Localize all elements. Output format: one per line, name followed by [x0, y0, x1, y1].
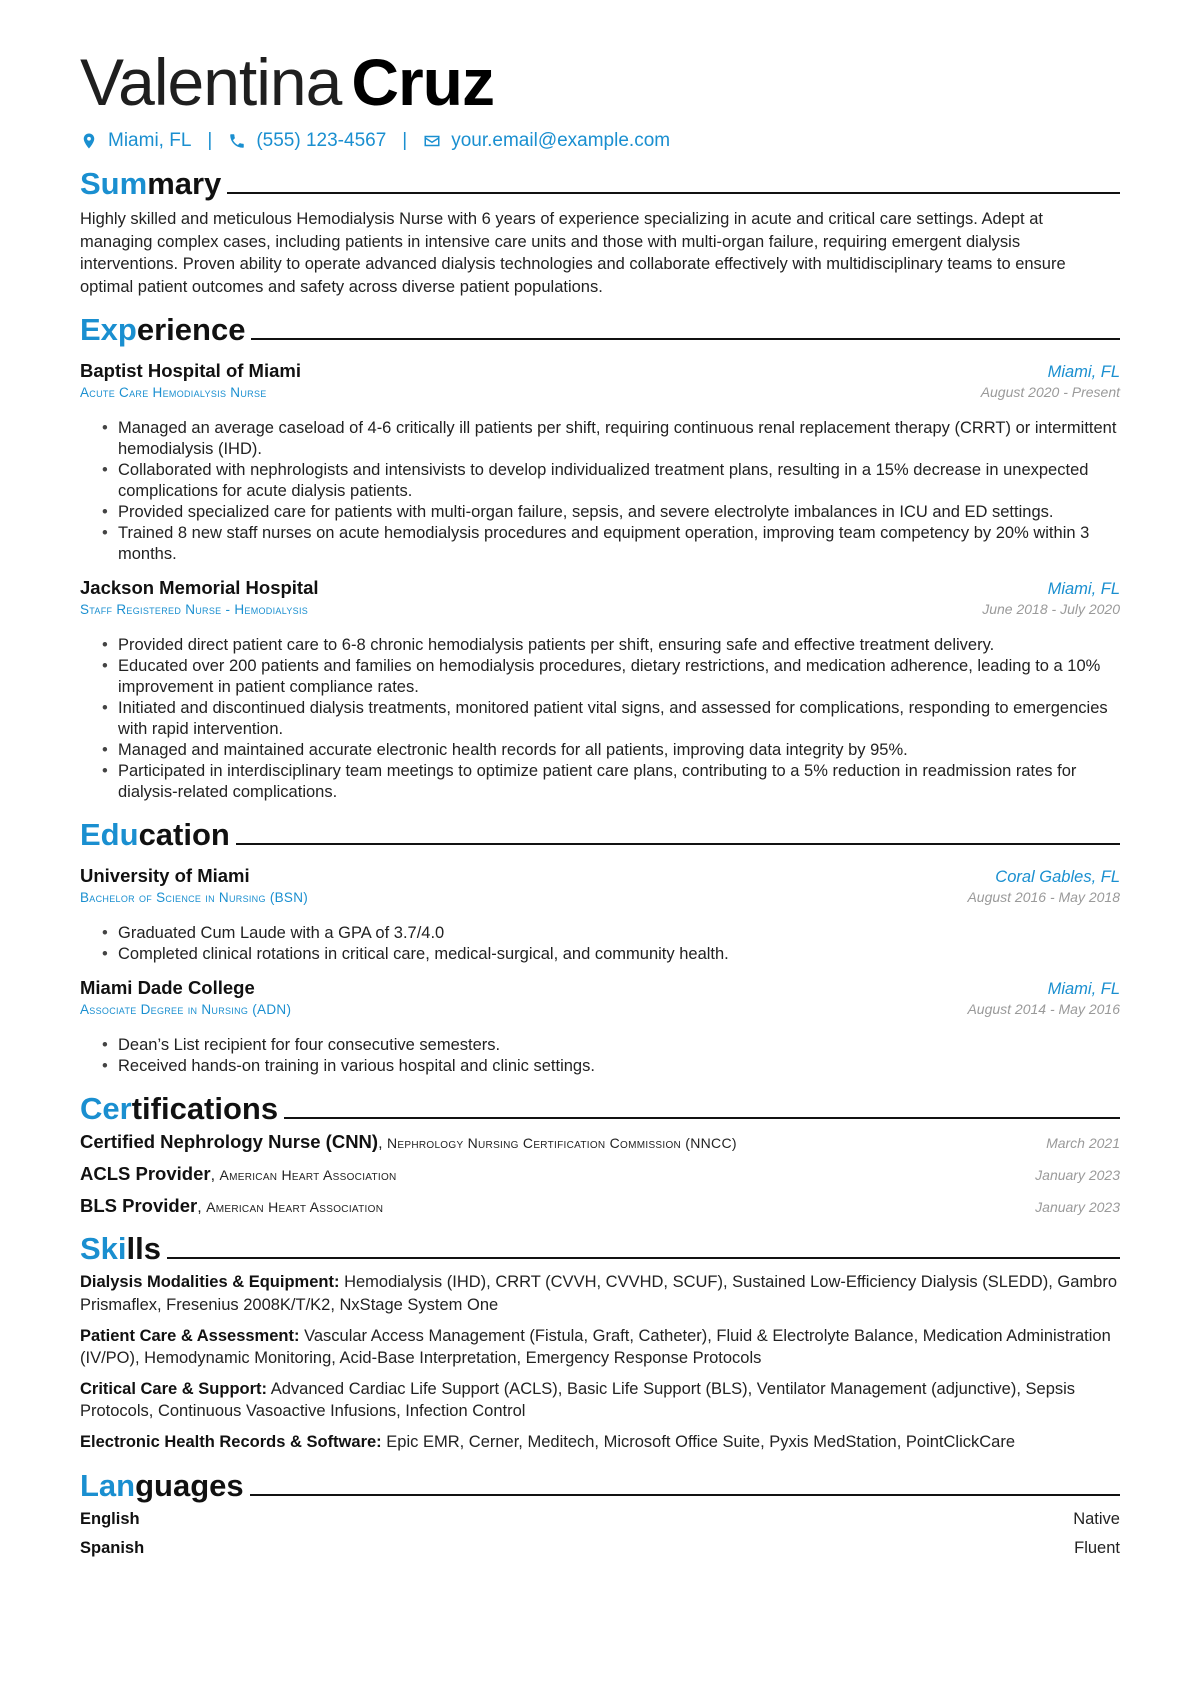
section-rule: [167, 1257, 1120, 1259]
languages-heading-rest: guages: [135, 1467, 244, 1503]
job-title: Staff Registered Nurse - Hemodialysis: [80, 602, 309, 618]
language-name: English: [80, 1509, 140, 1528]
language-level: Native: [1073, 1509, 1120, 1528]
skill-values: Epic EMR, Cerner, Meditech, Microsoft Office Suite, Pyxis MedStation, PointClickCare: [386, 1432, 1016, 1451]
certification-issuer: American Heart Association: [219, 1167, 397, 1184]
bullet-item: • Completed clinical rotations in critical care, medical-surgical, and community health.: [118, 944, 1120, 965]
skills-heading-rest: lls: [126, 1231, 161, 1267]
location-text: Miami, FL: [108, 130, 192, 151]
envelope-icon: [423, 132, 441, 150]
email-link[interactable]: your.email@example.com: [451, 130, 671, 151]
summary-text: Highly skilled and meticulous Hemodialysis Nurse with 6 years of experience specializing in acute and critical care settings. Adept at managing complex cases, including patients in intensive care units and those with multi-organ failure, requiring emergent dialysis interventions. Proven ability to operate advanced dialysis technologies and collaborate effectively with multidisciplinary teams to ensure optimal patient outcomes and safety across diverse patient populations.: [80, 210, 1066, 296]
skill-item: [80, 1378, 1120, 1423]
study-dates: August 2014 - May 2016: [967, 1001, 1120, 1018]
contact-bar: [80, 130, 1120, 152]
contact-separator: |: [207, 130, 213, 151]
school-name: Miami Dade College: [80, 977, 255, 999]
last-name: Cruz: [351, 45, 494, 119]
certification-date: March 2021: [1046, 1135, 1120, 1152]
language-name: Spanish: [80, 1538, 145, 1557]
summary-heading-rest: mary: [147, 166, 222, 201]
languages-heading: [80, 1464, 1120, 1504]
education-heading: [80, 813, 1120, 853]
skill-values: Hemodialysis (IHD), CRRT (CVVH, CVVHD, SCUF), Sustained Low-Efficiency Dialysis (SLEDD), Gambro Prismaflex, Fresenius 2008K/T/K2, NxStage System One: [80, 1273, 1117, 1314]
certification-date: January 2023: [1035, 1199, 1120, 1216]
job-bullets: [80, 635, 1120, 803]
employer-location: Miami, FL: [1047, 580, 1120, 599]
bullet-item: • Provided specialized care for patients with multi-organ failure, sepsis, and severe electrolyte imbalances in ICU and ED settings.: [118, 502, 1120, 523]
bullet-item: • Managed an average caseload of 4-6 critically ill patients per shift, requiring continuous renal replacement therapy (CRRT) or intermittent hemodialysis (IHD).: [118, 418, 1120, 460]
certifications-heading-rest: tifications: [131, 1091, 279, 1127]
school-location: Miami, FL: [1047, 980, 1120, 999]
skill-category: Dialysis Modalities & Equipment:: [80, 1273, 340, 1292]
education-heading-accent: Edu: [80, 817, 139, 853]
summary-heading-accent: Sum: [80, 166, 148, 201]
bullet-item: • Collaborated with nephrologists and intensivists to develop individualized treatment plans, resulting in a 15% decrease in unexpected complications for acute dialysis patients.: [118, 460, 1120, 502]
bullet-item: • Managed and maintained accurate electronic health records for all patients, improving data integrity by 95%.: [118, 740, 1120, 761]
skill-values: Vascular Access Management (Fistula, Graft, Catheter), Fluid & Electrolyte Balance, Medication Administration (IV/PO), Hemodynamic Monitoring, Acid-Base Interpretation, Emergency Response Protocols: [80, 1326, 1111, 1368]
first-name: Valentina: [80, 45, 342, 119]
certification-item: BLS Provider, American Heart Association January 2023: [80, 1195, 1120, 1217]
skill-values: Advanced Cardiac Life Support (ACLS), Basic Life Support (BLS), Ventilator Management (adjunctive), Sepsis Protocols, Continuous Vasoactive Infusions, Infection Control: [80, 1379, 1076, 1421]
skills-list: [80, 1271, 1120, 1453]
education-entry: [80, 865, 1120, 965]
languages-heading-accent: Lan: [80, 1467, 136, 1503]
certification-item: Certified Nephrology Nurse (CNN), Nephrology Nursing Certification Commission (NNCC) March 2021: [80, 1131, 1120, 1153]
employer-location: Miami, FL: [1047, 363, 1120, 382]
certification-issuer: American Heart Association: [206, 1199, 384, 1216]
languages-list: [80, 1510, 1120, 1558]
employer-name: Baptist Hospital of Miami: [80, 360, 301, 382]
phone-text[interactable]: (555) 123-4567: [256, 130, 387, 151]
bullet-item: • Graduated Cum Laude with a GPA of 3.7/4.0: [118, 923, 1120, 944]
section-rule: [227, 192, 1120, 194]
skill-item: [80, 1431, 1120, 1454]
certification-list: [80, 1131, 1120, 1217]
section-rule: [250, 1494, 1120, 1496]
location-item: [80, 130, 191, 152]
degree-name: Associate Degree in Nursing (ADN): [80, 1002, 292, 1018]
certification-date: January 2023: [1035, 1167, 1120, 1184]
bullet-item: • Provided direct patient care to 6-8 chronic hemodialysis patients per shift, ensuring safe and effective treatment delivery.: [118, 635, 1120, 656]
degree-name: Bachelor of Science in Nursing (BSN): [80, 890, 309, 906]
employer-name: Jackson Memorial Hospital: [80, 577, 319, 599]
map-marker-icon: [80, 132, 98, 150]
bullet-item: • Participated in interdisciplinary team meetings to optimize patient care plans, contributing to a 5% reduction in readmission rates for dialysis-related complications.: [118, 761, 1120, 803]
section-rule: [236, 843, 1120, 845]
language-item: [80, 1510, 1120, 1529]
experience-entry: [80, 577, 1120, 803]
skill-item: [80, 1325, 1120, 1370]
experience-heading-accent: Exp: [80, 312, 137, 348]
skills-heading: [80, 1227, 1120, 1267]
certification-issuer: Nephrology Nursing Certification Commission (NNCC): [386, 1135, 737, 1152]
skills-heading-accent: Ski: [80, 1231, 127, 1267]
job-bullets: [80, 418, 1120, 565]
section-rule: [284, 1117, 1120, 1119]
resume-content: [80, 42, 1120, 1558]
certification-name: ACLS Provider: [80, 1163, 211, 1185]
bullet-item: • Received hands-on training in various hospital and clinic settings.: [118, 1056, 1120, 1077]
phone-item[interactable]: [228, 130, 386, 152]
contact-separator: |: [402, 130, 408, 151]
skill-category: Electronic Health Records & Software:: [80, 1432, 382, 1451]
certifications-heading-accent: Cer: [80, 1091, 132, 1127]
phone-icon: [228, 132, 246, 150]
email-item[interactable]: [423, 130, 670, 152]
school-name: University of Miami: [80, 865, 250, 887]
bullet-item: • Trained 8 new staff nurses on acute hemodialysis procedures and equipment operation, improving team competency by 20% within 3 months.: [118, 523, 1120, 565]
job-title: Acute Care Hemodialysis Nurse: [80, 385, 267, 401]
certification-name: BLS Provider: [80, 1195, 198, 1217]
skill-category: Critical Care & Support:: [80, 1379, 268, 1398]
certification-item: ACLS Provider, American Heart Association January 2023: [80, 1163, 1120, 1185]
summary-heading: [80, 162, 1120, 202]
bullet-item: • Educated over 200 patients and families on hemodialysis procedures, dietary restrictions, and medication adherence, leading to a 10% improvement in patient compliance rates.: [118, 656, 1120, 698]
bullet-item: • Dean’s List recipient for four consecutive semesters.: [118, 1035, 1120, 1056]
certification-name: Certified Nephrology Nurse (CNN): [80, 1131, 379, 1153]
education-bullets: [80, 923, 1120, 965]
education-heading-rest: cation: [138, 817, 230, 853]
school-location: Coral Gables, FL: [995, 868, 1120, 887]
bullet-item: • Initiated and discontinued dialysis treatments, monitored patient vital signs, and assessed for complications, responding to emergencies with rapid intervention.: [118, 698, 1120, 740]
experience-entry: [80, 360, 1120, 565]
section-rule: [251, 338, 1120, 340]
skill-item: [80, 1271, 1120, 1316]
experience-heading: [80, 308, 1120, 348]
education-bullets: [80, 1035, 1120, 1077]
candidate-name: [80, 42, 1120, 122]
experience-heading-rest: erience: [136, 312, 246, 348]
skill-category: Patient Care & Assessment:: [80, 1326, 300, 1345]
job-dates: June 2018 - July 2020: [982, 601, 1120, 618]
certifications-heading: [80, 1087, 1120, 1127]
education-entry: [80, 977, 1120, 1077]
language-item: [80, 1539, 1120, 1558]
job-dates: August 2020 - Present: [980, 384, 1120, 401]
language-level: Fluent: [1074, 1538, 1120, 1557]
study-dates: August 2016 - May 2018: [967, 889, 1120, 906]
